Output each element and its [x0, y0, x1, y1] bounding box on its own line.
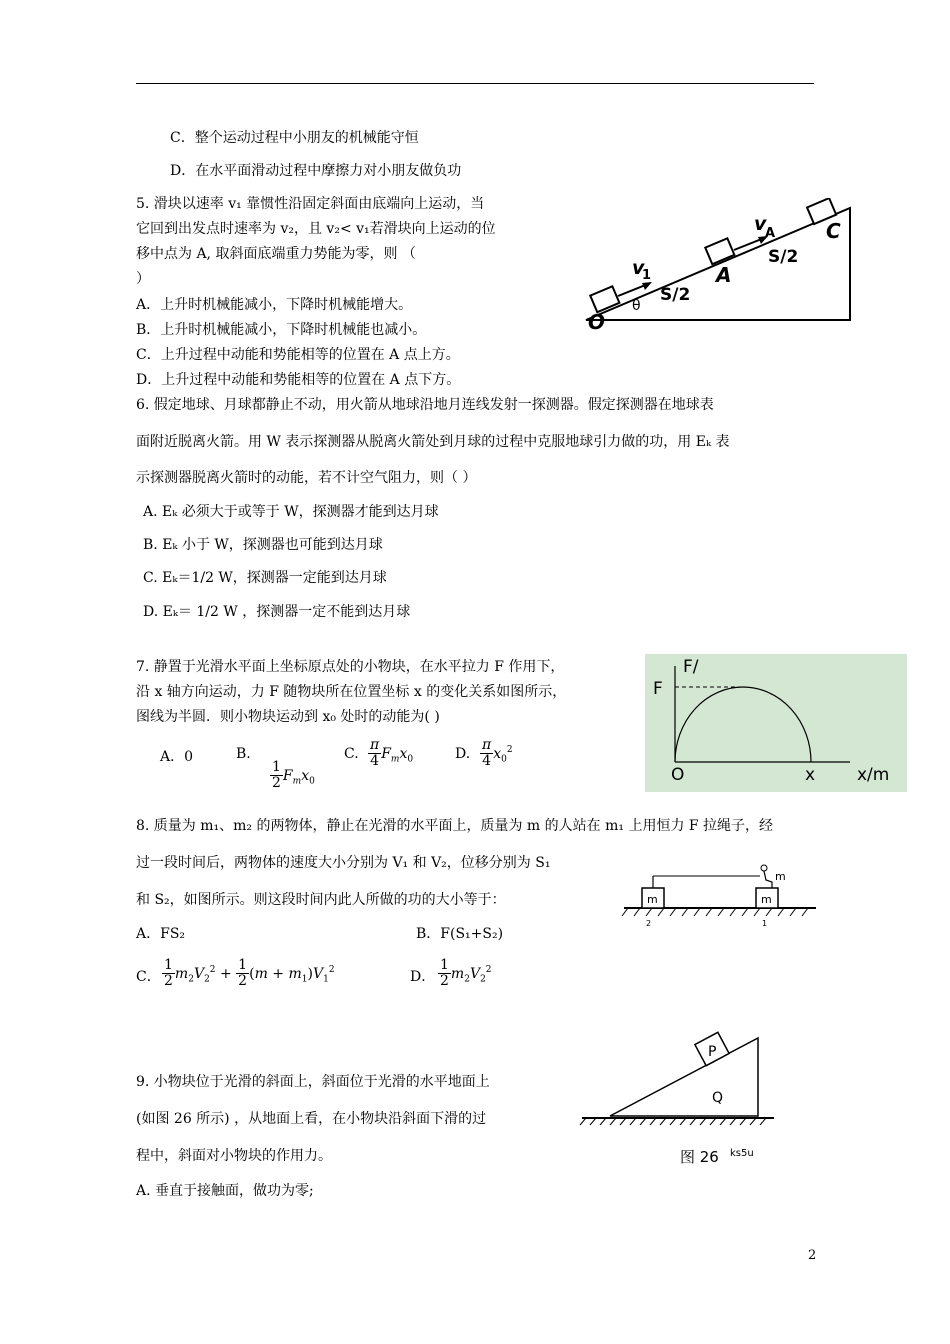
q8-option-c-label: C．	[136, 969, 161, 985]
q7-option-c-formula: $\frac{\pi}{4}$ $F_mx_0$	[370, 737, 414, 770]
q9-line-1: 9. 小物块位于光滑的斜面上，斜面位于光滑的水平地面上	[136, 1074, 490, 1090]
q6-line-2: 面附近脱离火箭。用 W 表示探测器从脱离火箭处到月球的过程中克服地球引力做的功，用 Eₖ 表	[136, 434, 730, 450]
v1-label: v	[632, 257, 645, 279]
q8-option-d-formula: $\frac{1}{2}$ $m_2V_2^2$	[440, 957, 492, 990]
q7-option-d-formula: $\frac{\pi}{4}$ $x_0^2$	[482, 737, 513, 770]
person-mass-label: m	[775, 870, 786, 883]
q5-line-4: ）	[136, 271, 150, 287]
q5-incline-figure	[578, 198, 860, 334]
wedge-q	[610, 1038, 758, 1116]
q9-option-a: A. 垂直于接触面，做功为零;	[136, 1183, 314, 1199]
origin-label: O	[671, 765, 685, 785]
point-a-label: A	[716, 263, 732, 287]
q6-line-1: 6. 假定地球、月球都静止不动，用火箭从地球沿地月连线发射一探测器。假定探测器在地球表	[136, 397, 714, 413]
person-body	[764, 871, 772, 888]
q7-option-b-label: B.	[236, 746, 251, 762]
vA-label: v	[754, 213, 767, 235]
p-label: P	[708, 1044, 717, 1060]
x0-label: x	[805, 765, 816, 785]
figure-caption: 图 26	[680, 1148, 719, 1166]
q7-line-1: 7. 静置于光滑水平面上坐标原点处的小物块，在水平拉力 F 作用下，	[136, 659, 565, 675]
x-axis-label: x/m	[857, 765, 890, 785]
q6-option-a: A. Eₖ 必须大于或等于 W，探测器才能到达月球	[143, 504, 439, 520]
f-max-label: F	[653, 679, 663, 699]
q5-option-d: D．上升过程中动能和势能相等的位置在 A 点下方。	[136, 372, 461, 388]
q7-line-2: 沿 x 轴方向运动，力 F 随物块所在位置坐标 x 的变化关系如图所示，	[136, 684, 567, 700]
q9-figure	[578, 1028, 778, 1170]
v1-arrowhead	[642, 282, 652, 290]
q8-option-a: A．FS₂	[136, 926, 186, 942]
person-head	[761, 865, 767, 871]
q7-option-d-label: D.	[455, 746, 471, 762]
q5-line-3: 移中点为 A, 取斜面底端重力势能为零，则 （	[136, 246, 416, 262]
q4-option-c: C．整个运动过程中小朋友的机械能守恒	[170, 130, 419, 146]
ground-hatching	[622, 908, 808, 916]
q8-option-d-label: D．	[410, 969, 436, 985]
v1-sub: 1	[642, 268, 652, 283]
q9-line-3: 程中，斜面对小物块的作用力。	[136, 1148, 332, 1164]
ground-hatching	[580, 1118, 766, 1125]
q6-option-d: D. Eₖ＝ 1/2 W ，探测器一定不能到达月球	[143, 604, 411, 620]
header-rule	[136, 83, 814, 84]
q6-option-b: B. Eₖ 小于 W，探测器也可能到达月球	[143, 537, 383, 553]
block-middle	[705, 238, 734, 264]
half-distance-1: S/2	[660, 285, 691, 305]
q5-line-2: 它回到出发点时速率为 v₂，且 v₂< v₁若滑块向上运动的位	[136, 221, 496, 237]
half-distance-2: S/2	[768, 247, 799, 267]
q-label: Q	[712, 1090, 724, 1106]
q7-graph	[645, 654, 907, 792]
y-axis-label: F/	[683, 657, 699, 677]
m1-label: m	[761, 893, 772, 906]
q4-option-d: D．在水平面滑动过程中摩擦力对小朋友做负功	[170, 163, 462, 179]
q8-line-1: 8. 质量为 m₁、m₂ 的两物体，静止在光滑的水平面上，质量为 m 的人站在 m₁ 上用恒力 F 拉绳子，经	[136, 818, 774, 834]
page-number: 2	[808, 1248, 817, 1263]
q5-option-b: B．上升时机械能减小，下降时机械能也减小。	[136, 322, 427, 338]
q5-option-a: A．上升时机械能减小，下降时机械能增大。	[136, 297, 413, 313]
point-c-label: C	[826, 219, 841, 243]
q7-line-3: 图线为半圆．则小物块运动到 x₀ 处时的动能为( )	[136, 709, 440, 725]
q5-line-1: 5. 滑块以速率 v₁ 靠惯性沿固定斜面由底端向上运动，当	[136, 196, 485, 212]
theta-label: θ	[632, 298, 641, 314]
point-o-label: O	[588, 310, 606, 334]
q8-figure	[620, 860, 820, 930]
m1-subscript: 1	[762, 919, 768, 928]
q8-option-c-formula: $\frac{1}{2}$ $m_2V_2^2$ + $\frac{1}{2}$ $(m + m_1)V_1^2$	[164, 957, 335, 990]
watermark: ks5u	[730, 1148, 754, 1159]
q6-option-c: C. Eₖ＝1/2 W，探测器一定能到达月球	[143, 570, 387, 586]
q8-option-b: B．F(S₁+S₂)	[416, 926, 504, 942]
q6-line-3: 示探测器脱离火箭时的动能，若不计空气阻力，则（ ）	[136, 470, 477, 486]
q7-option-a: A．0	[160, 749, 194, 765]
q5-option-c: C．上升过程中动能和势能相等的位置在 A 点上方。	[136, 347, 460, 363]
m2-subscript: 2	[646, 919, 652, 928]
q9-line-2: (如图 26 所示) ，从地面上看，在小物块沿斜面下滑的过	[136, 1111, 487, 1127]
q7-option-b-formula: $\frac{1}{2}$ $F_mx_0$	[272, 759, 315, 792]
q8-line-3: 和 S₂，如图所示。则这段时间内此人所做的功的大小等于：	[136, 892, 506, 908]
q7-option-c-label: C.	[344, 746, 359, 762]
m2-label: m	[647, 893, 658, 906]
q8-line-2: 过一段时间后，两物体的速度大小分别为 V₁ 和 V₂，位移分别为 S₁	[136, 855, 551, 871]
vA-sub: A	[765, 226, 776, 241]
